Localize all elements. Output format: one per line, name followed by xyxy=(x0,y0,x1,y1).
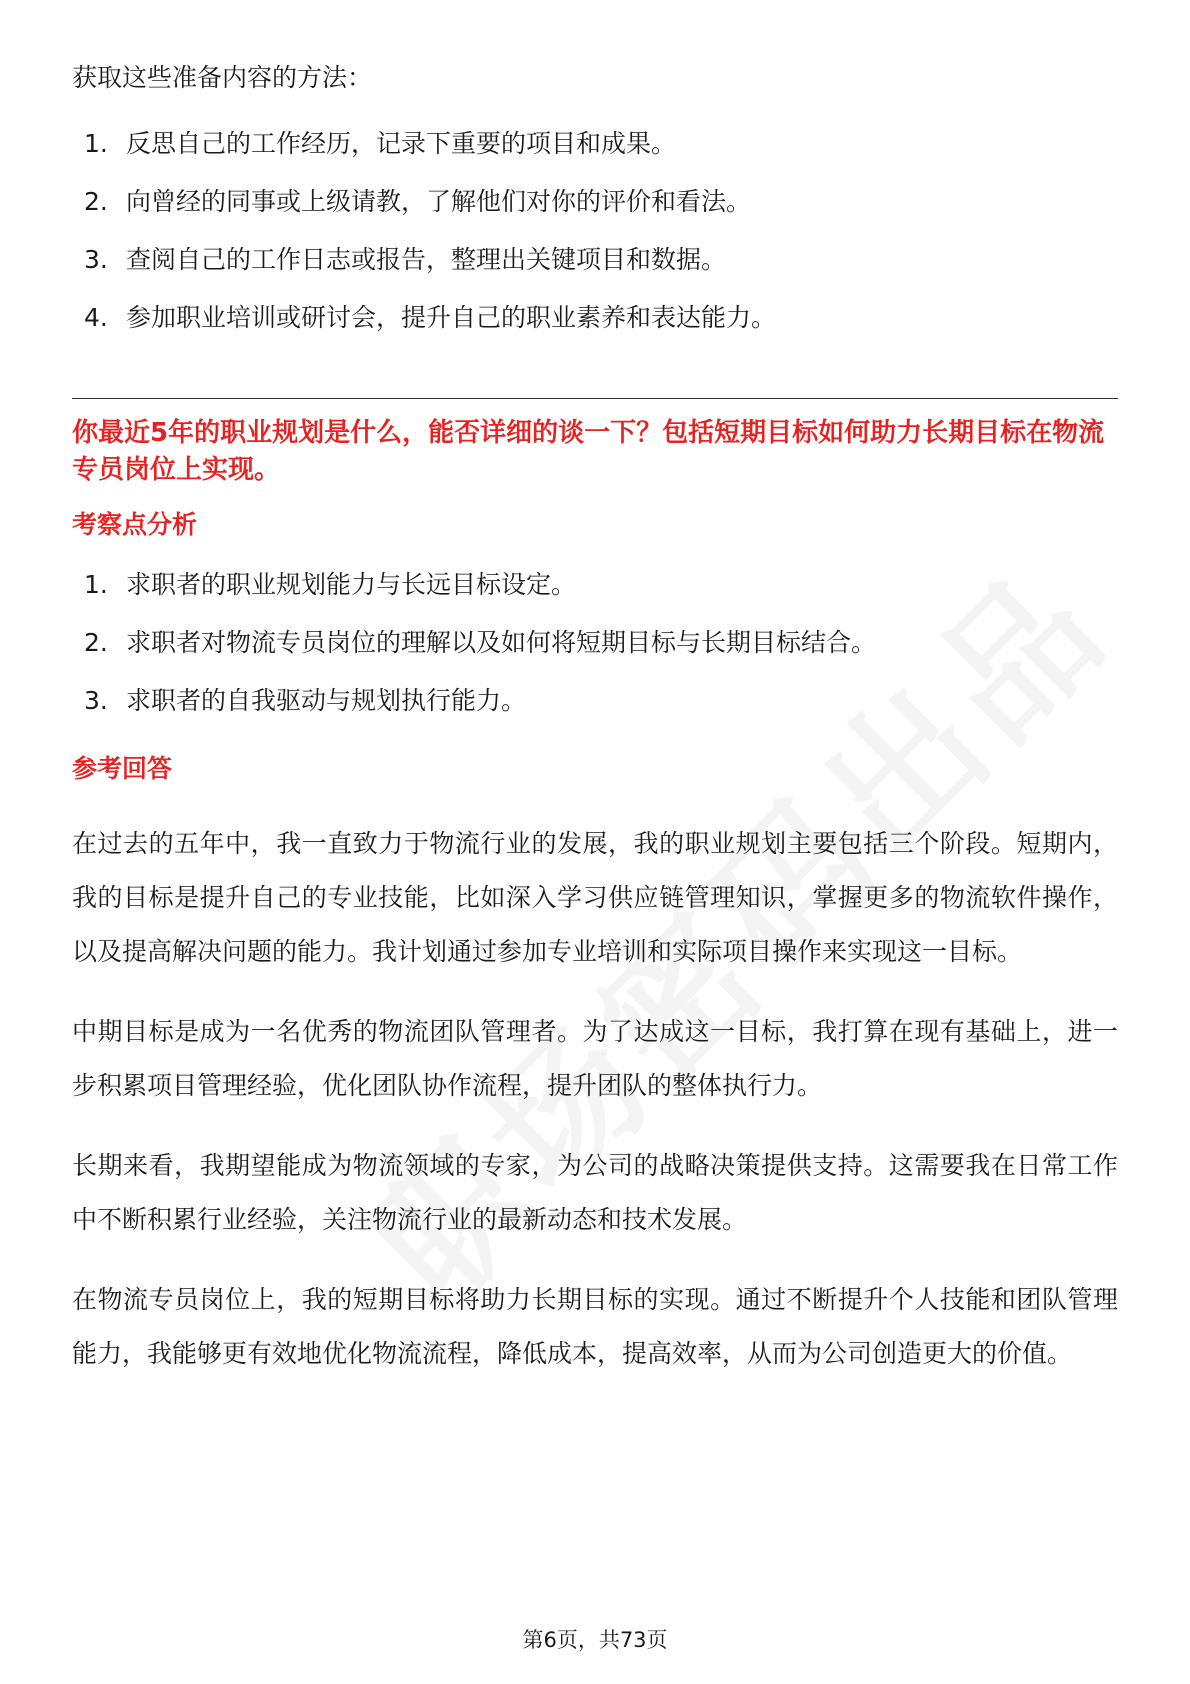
list-item xyxy=(72,242,1118,300)
page-number: 第6页，共73页 xyxy=(522,1628,668,1652)
analysis-heading: 考察点分析 xyxy=(72,510,198,539)
list-text: 求职者的自我驱动与规划执行能力。 xyxy=(126,686,527,715)
list-text: 向曾经的同事或上级请教，了解他们对你的评价和看法。 xyxy=(126,187,752,216)
list-text: 求职者对物流专员岗位的理解以及如何将短期目标与长期目标结合。 xyxy=(126,628,877,657)
intro-text: 获取这些准备内容的方法： xyxy=(72,63,373,92)
list-text: 参加职业培训或研讨会，提升自己的职业素养和表达能力。 xyxy=(126,303,777,332)
section-divider xyxy=(72,398,1118,399)
list-number: 3. xyxy=(84,686,108,715)
list-item xyxy=(72,300,1118,358)
answer-paragraph: 在物流专员岗位上，我的短期目标将助力长期目标的实现。通过不断提升个人技能和团队管理能力，我能够更有效地优化物流流程，降低成本，提高效率，从而为公司创造更大的价值。 xyxy=(72,1285,1118,1368)
answer-paragraph: 中期目标是成为一名优秀的物流团队管理者。为了达成这一目标，我打算在现有基础上，进一步积累项目管理经验，优化团队协作流程，提升团队的整体执行力。 xyxy=(72,1017,1118,1100)
list-text: 查阅自己的工作日志或报告，整理出关键项目和数据。 xyxy=(126,245,727,274)
answer-heading: 参考回答 xyxy=(72,754,173,783)
list-number: 1. xyxy=(84,129,108,158)
list-item xyxy=(72,184,1118,242)
list-item xyxy=(72,567,1118,625)
answer-paragraph: 在过去的五年中，我一直致力于物流行业的发展，我的职业规划主要包括三个阶段。短期内，我的目标是提升自己的专业技能，比如深入学习供应链管理知识，掌握更多的物流软件操作，以及提高解决问题的能力。我计划通过参加专业培训和实际项目操作来实现这一目标。 xyxy=(72,829,1118,966)
list-item xyxy=(72,126,1118,184)
list-number: 3. xyxy=(84,245,108,274)
list-item xyxy=(72,625,1118,683)
analysis-list xyxy=(72,567,1118,741)
list-text: 求职者的职业规划能力与长远目标设定。 xyxy=(126,570,577,599)
page-content xyxy=(72,60,1118,1407)
question-title: 你最近5年的职业规划是什么，能否详细的谈一下？包括短期目标如何助力长期目标在物流专员岗位上实现。 xyxy=(72,418,1105,485)
list-number: 1. xyxy=(84,570,108,599)
list-number: 4. xyxy=(84,303,108,332)
list-number: 2. xyxy=(84,628,108,657)
methods-list xyxy=(72,126,1118,358)
list-number: 2. xyxy=(84,187,108,216)
answer-paragraph: 长期来看，我期望能成为物流领域的专家，为公司的战略决策提供支持。这需要我在日常工作中不断积累行业经验，关注物流行业的最新动态和技术发展。 xyxy=(72,1151,1118,1234)
list-text: 反思自己的工作经历，记录下重要的项目和成果。 xyxy=(126,129,677,158)
list-item xyxy=(72,683,1118,741)
